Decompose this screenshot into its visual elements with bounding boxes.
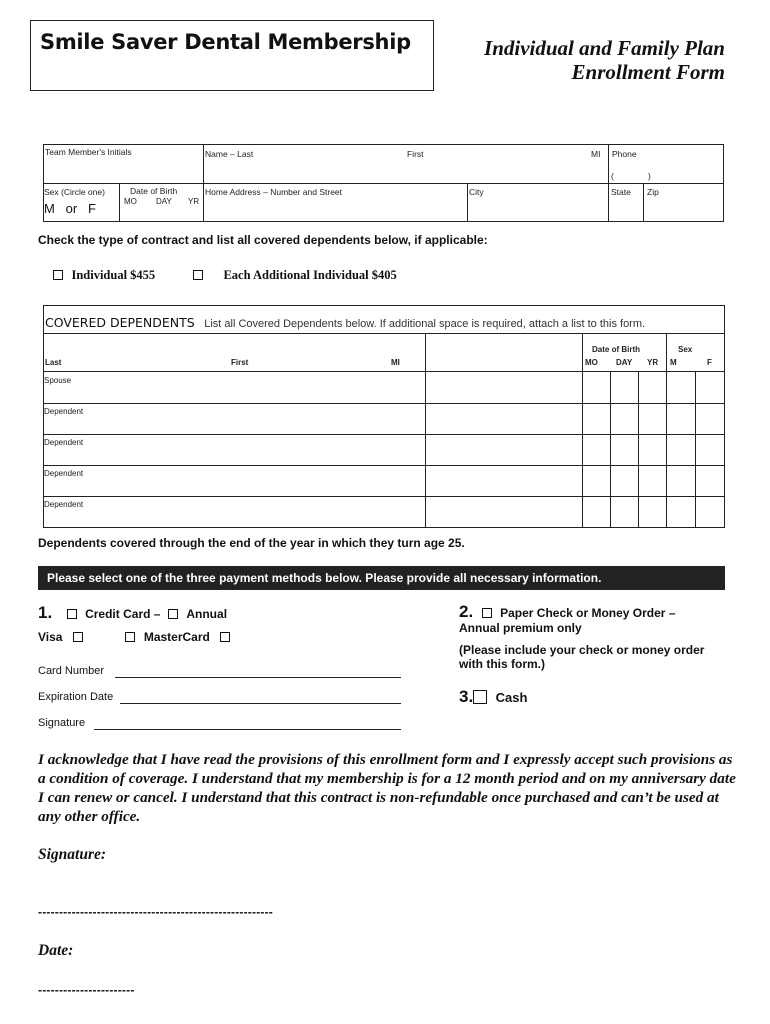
check-note-line1: (Please include your check or money order: [459, 643, 705, 657]
dob-day-label: DAY: [156, 197, 172, 206]
check-option: [459, 602, 676, 622]
cash-checkbox[interactable]: [473, 690, 487, 704]
date-line[interactable]: -----------------------: [38, 983, 135, 997]
row-label: Dependent: [44, 500, 84, 509]
check-label: Paper Check or Money Order –: [500, 606, 676, 620]
phone-paren-open: (: [611, 171, 614, 181]
dependents-title: COVERED DEPENDENTS: [45, 315, 195, 330]
phone-label: Phone: [612, 149, 637, 159]
initials-label: Team Member's Initials: [45, 147, 132, 157]
option1-number: 1.: [38, 603, 53, 622]
signature-label: Signature: [38, 717, 86, 729]
check-sublabel: Annual premium only: [459, 621, 582, 635]
row-label: Dependent: [44, 469, 84, 478]
mastercard-checkbox[interactable]: [125, 632, 135, 642]
payment-header: [38, 566, 725, 590]
col-m: M: [670, 358, 677, 367]
col-dob: Date of Birth: [592, 345, 640, 354]
address-label: Home Address – Number and Street: [205, 187, 343, 197]
form-title: Smile Saver Dental Membership: [40, 30, 411, 54]
option2-number: 2.: [459, 602, 474, 621]
dependents-subtitle: List all Covered Dependents below. If additional space is required, attach a list to this form.: [204, 318, 646, 330]
city-label: City: [469, 187, 484, 197]
name-last-label: Name – Last: [205, 149, 254, 159]
col-f: F: [707, 358, 712, 367]
acknowledgement-text: I acknowledge that I have read the provisions of this enrollment form and I expressly accept such provisions as a condition of coverage. I understand that my membership is for a 12 month period and on my anniversary date I can renew or cancel. I understand that this contract is non-refundable once purchased and can’t be used at any other office.: [38, 751, 736, 825]
col-yr: YR: [647, 358, 659, 367]
zip-label: Zip: [647, 187, 659, 197]
mastercard-label: MasterCard: [143, 630, 210, 644]
sex-label: Sex (Circle one): [44, 187, 105, 197]
row-label: Spouse: [44, 376, 72, 385]
col-last: Last: [45, 358, 62, 367]
credit-card-checkbox[interactable]: [67, 609, 77, 619]
expiration-field[interactable]: [120, 703, 401, 704]
col-sex: Sex: [678, 345, 693, 354]
credit-card-label: Credit Card –: [85, 607, 161, 621]
dob-label: Date of Birth: [130, 186, 178, 196]
final-signature-label: Signature:: [38, 846, 107, 863]
card-type-row: [38, 628, 230, 646]
dependents-note: Dependents covered through the end of the year in which they turn age 25.: [38, 536, 465, 550]
plan-title-line2: Enrollment Form: [571, 60, 725, 84]
payment-header-text: Please select one of the three payment methods below. Please provide all necessary information.: [47, 571, 602, 585]
row-label: Dependent: [44, 407, 84, 416]
state-label: State: [611, 187, 631, 197]
visa-checkbox[interactable]: [73, 632, 83, 642]
signature-field[interactable]: [94, 729, 401, 730]
sex-options: M or F: [44, 201, 96, 216]
dob-mo-label: MO: [124, 197, 137, 206]
first-name-label: First: [407, 149, 424, 159]
phone-paren-close: ): [648, 171, 651, 181]
additional-label: Each Additional Individual $405: [223, 268, 397, 282]
dependents-header: [45, 315, 645, 330]
option3-number: 3.: [459, 687, 474, 706]
cash-option: [459, 687, 527, 707]
dob-yr-label: YR: [188, 197, 200, 206]
card-number-label: Card Number: [38, 665, 105, 677]
credit-card-option: [38, 603, 227, 623]
mastercard-type-checkbox[interactable]: [220, 632, 230, 642]
visa-label: Visa: [38, 630, 63, 644]
col-first: First: [231, 358, 249, 367]
annual-label: Annual: [186, 607, 228, 621]
cash-label: Cash: [495, 690, 528, 705]
col-day: DAY: [616, 358, 633, 367]
plan-title-line1: Individual and Family Plan: [484, 36, 725, 60]
contract-instruction: Check the type of contract and list all covered dependents below, if applicable:: [38, 233, 488, 247]
card-number-field[interactable]: [115, 677, 401, 678]
final-signature-line[interactable]: --------------------------------------------------------: [38, 905, 273, 919]
individual-label: Individual $455: [71, 268, 156, 282]
check-checkbox[interactable]: [482, 608, 492, 618]
mi-label: MI: [591, 149, 601, 159]
annual-checkbox[interactable]: [168, 609, 178, 619]
col-mi: MI: [391, 358, 400, 367]
check-note-line2: with this form.): [459, 657, 545, 671]
col-mo: MO: [585, 358, 598, 367]
expiration-label: Expiration Date: [38, 691, 114, 703]
row-label: Dependent: [44, 438, 84, 447]
date-label: Date:: [38, 942, 74, 959]
